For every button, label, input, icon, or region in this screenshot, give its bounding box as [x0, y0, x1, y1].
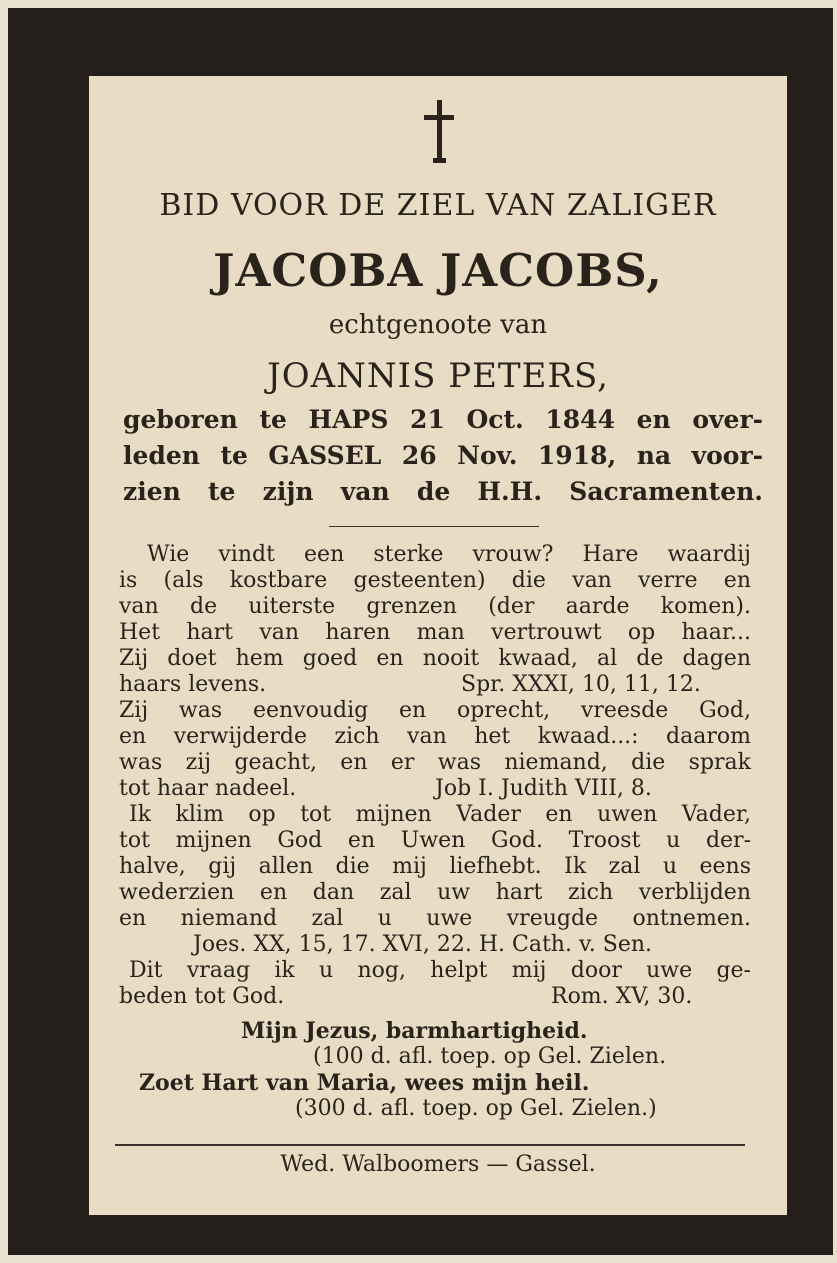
citation: Spr. XXXI, 10, 11, 12.	[461, 672, 701, 697]
verse-line: en verwijderde zich van het kwaad...: daarom	[119, 724, 751, 749]
verse-line: halve, gij allen die mij liefhebt. Ik zal u eens	[119, 854, 751, 879]
verse-line: was zij geacht, en er was niemand, die sprak	[119, 750, 751, 775]
verse-line: en niemand zal u uwe vreugde ontnemen.	[119, 906, 751, 931]
verse-line: Zij was eenvoudig en oprecht, vreesde God,	[119, 698, 751, 723]
black-mourning-border	[8, 8, 833, 1255]
verse-line: Het hart van haren man vertrouwt op haar...	[119, 620, 751, 645]
verse-line: tot mijnen God en Uwen God. Troost u der-	[119, 828, 751, 853]
verse-line: is (als kostbare gesteenten) die van verre en	[119, 568, 751, 593]
indulgence-note: (100 d. afl. toep. op Gel. Zielen.	[313, 1044, 667, 1069]
divider	[329, 526, 539, 527]
citation: Joes. XX, 15, 17. XVI, 22. H. Cath. v. Sen.	[193, 932, 653, 957]
spouse-intro: echtgenoote van	[328, 310, 548, 340]
card-text-panel	[89, 76, 787, 1215]
divider	[115, 1144, 745, 1146]
verse-line: Wie vindt een sterke vrouw? Hare waardij	[147, 542, 751, 567]
publisher: Wed. Walboomers — Gassel.	[280, 1152, 596, 1177]
verse-line: tot haar nadeel.	[119, 776, 297, 801]
spouse-name: JOANNIS PETERS,	[267, 356, 609, 396]
verse-line: Zij doet hem goed en nooit kwaad, al de dagen	[119, 646, 751, 671]
bio-line: leden te GASSEL 26 Nov. 1918, na voor-	[123, 441, 763, 470]
verse-line: van de uiterste grenzen (der aarde komen).	[119, 594, 751, 619]
verse-line: wederzien en dan zal uw hart zich verblijden	[119, 880, 751, 905]
bio-line: geboren te HAPS 21 Oct. 1844 en over-	[123, 405, 763, 434]
prayer: Zoet Hart van Maria, wees mijn heil.	[139, 1070, 590, 1096]
cross-icon	[424, 100, 454, 164]
heading: BID VOOR DE ZIEL VAN ZALIGER	[159, 188, 717, 223]
citation: Job I. Judith VIII, 8.	[435, 776, 652, 801]
verse-line: Dit vraag ik u nog, helpt mij door uwe ge-	[129, 958, 751, 983]
verse-line: beden tot God.	[119, 984, 285, 1009]
verse-line: Ik klim op tot mijnen Vader en uwen Vader,	[129, 802, 751, 827]
bio-line: zien te zijn van de H.H. Sacramenten.	[123, 477, 763, 506]
deceased-name: JACOBA JACOBS,	[213, 244, 663, 297]
prayer: Mijn Jezus, barmhartigheid.	[241, 1018, 588, 1044]
indulgence-note: (300 d. afl. toep. op Gel. Zielen.)	[295, 1096, 657, 1121]
verse-line: haars levens.	[119, 672, 267, 697]
citation: Rom. XV, 30.	[551, 984, 693, 1009]
